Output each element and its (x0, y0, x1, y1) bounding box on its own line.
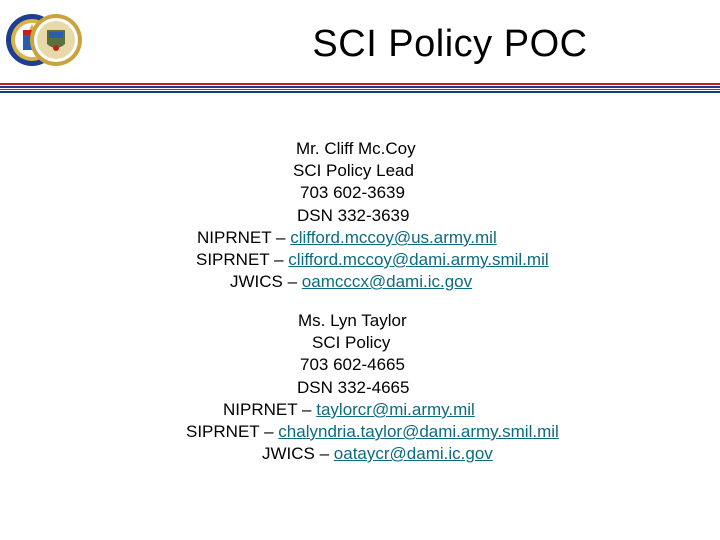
page-title: SCI Policy POC (312, 23, 588, 65)
army-seal-icon (30, 14, 82, 66)
niprnet-email-link[interactable]: taylorcr@mi.army.mil (316, 400, 475, 419)
contact-niprnet (223, 399, 475, 421)
siprnet-email-link[interactable]: clifford.mccoy@dami.army.smil.mil (288, 250, 549, 269)
jwics-email-link[interactable]: oataycr@dami.ic.gov (333, 444, 493, 463)
niprnet-label: NIPRNET – (197, 228, 286, 247)
contact-role: SCI Policy Lead (293, 161, 414, 180)
niprnet-email-link[interactable]: clifford.mccoy@us.army.mil (290, 228, 497, 247)
contact-name: Ms. Lyn Taylor (298, 311, 407, 330)
siprnet-label: SIPRNET – (186, 422, 274, 441)
contact-dsn: DSN 332-3639 (297, 206, 410, 225)
contact-jwics (262, 443, 493, 465)
siprnet-label: SIPRNET – (196, 250, 284, 269)
contact-siprnet (186, 421, 559, 443)
contact-role: SCI Policy (312, 333, 391, 352)
jwics-label: JWICS – (230, 272, 298, 291)
header-rule-red-2 (0, 89, 720, 90)
jwics-label: JWICS – (262, 444, 330, 463)
contact-jwics (230, 271, 472, 293)
contact-siprnet (196, 249, 549, 271)
header-rule-red (0, 83, 720, 85)
jwics-email-link[interactable]: oamcccx@dami.ic.gov (301, 272, 473, 291)
contact-phone: 703 602-3639 (300, 183, 405, 202)
header-rule-blue-2 (0, 91, 720, 93)
army-seals-logo (4, 0, 82, 82)
niprnet-label: NIPRNET – (223, 400, 312, 419)
contact-niprnet (197, 227, 497, 249)
contact-name: Mr. Cliff Mc.Coy (296, 139, 416, 158)
contact-dsn: DSN 332-4665 (297, 378, 410, 397)
contact-phone: 703 602-4665 (300, 355, 405, 374)
header-rule-blue (0, 86, 720, 88)
siprnet-email-link[interactable]: chalyndria.taylor@dami.army.smil.mil (278, 422, 559, 441)
